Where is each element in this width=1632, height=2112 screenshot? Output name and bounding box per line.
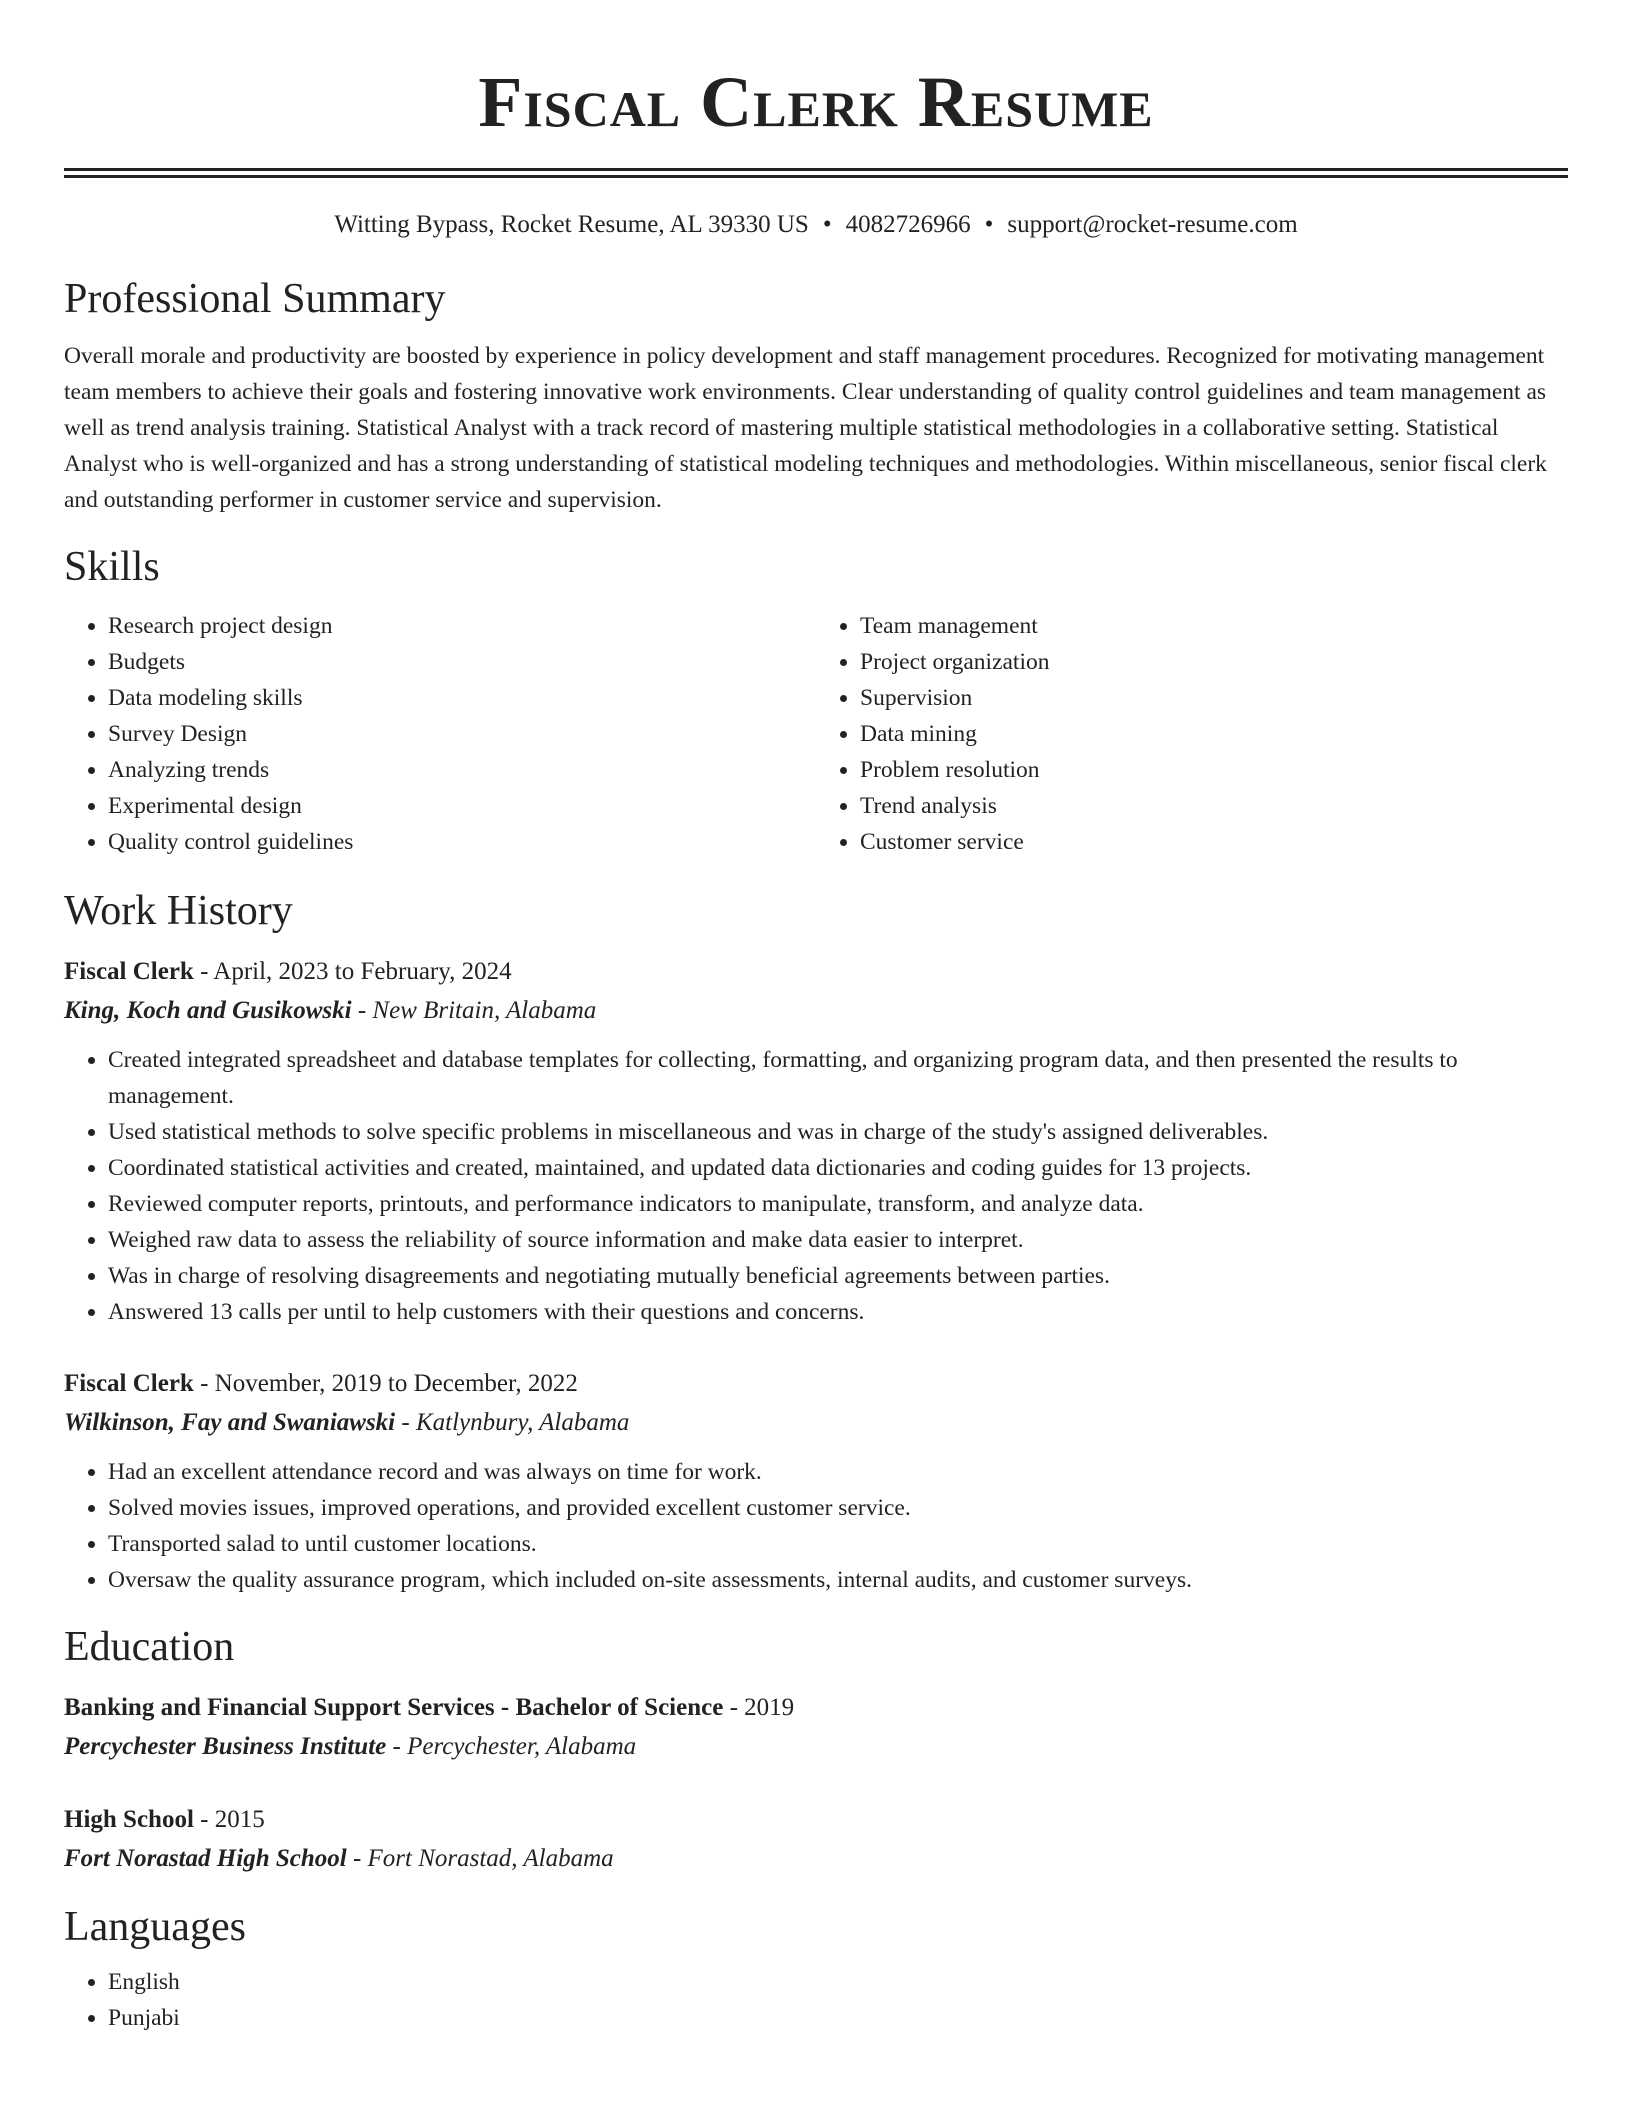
skill-item: • Experimental design <box>108 788 816 824</box>
contact-line <box>64 210 1568 240</box>
education-school: Fort Norastad High School <box>64 1845 347 1872</box>
job-dates: - November, 2019 to December, 2022 <box>193 1370 578 1397</box>
job-title: Fiscal Clerk <box>64 1370 194 1397</box>
job-company: Wilkinson, Fay and Swaniawski <box>64 1409 396 1436</box>
job-location: - Katlynbury, Alabama <box>395 1409 630 1436</box>
job-company: King, Koch and Gusikowski <box>64 997 352 1024</box>
education-institution <box>64 1728 1568 1766</box>
job-duties <box>64 1042 1568 1330</box>
job-duty: • Had an excellent attendance record and was always on time for work. <box>108 1454 1568 1490</box>
skill-item: • Budgets <box>108 644 816 680</box>
skills-grid <box>64 608 1568 860</box>
summary-text: Overall morale and productivity are boosted by experience in policy development and staff management procedures. Recognized for motivating management team members to achieve their goals and fostering innovative work environments. Clear understanding of quality control guidelines and team management as well as trend analysis training. Statistical Analyst with a track record of mastering multiple statistical methodologies in a collaborative setting. Statistical Analyst who is well-organized and has a strong understanding of statistical modeling techniques and methodologies. Within miscellaneous, senior fiscal clerk and outstanding performer in customer service and supervision. <box>64 343 1547 513</box>
work-history-heading: Work History <box>64 888 293 934</box>
job-header <box>64 952 1568 992</box>
education-institution <box>64 1840 1568 1878</box>
job-title: Fiscal Clerk <box>64 958 194 985</box>
job-duty: • Solved movies issues, improved operations, and provided excellent customer service. <box>108 1490 1568 1526</box>
education-year: - 2015 <box>193 1806 265 1833</box>
languages-heading: Languages <box>64 1904 246 1950</box>
skill-item: • Team management <box>860 608 1568 644</box>
language-item: • Punjabi <box>108 2000 1568 2036</box>
education-location: - Percychester, Alabama <box>386 1733 637 1760</box>
job-duty: • Coordinated statistical activities and created, maintained, and updated data dictionaries and coding guides for 13 projects. <box>108 1150 1568 1186</box>
education-degree: High School <box>64 1806 194 1833</box>
job-employer <box>64 1404 1568 1442</box>
education-entry <box>64 1800 1568 1878</box>
contact-phone[interactable]: 4082726966 <box>845 211 971 238</box>
skills-heading: Skills <box>64 544 160 590</box>
education-year: - 2019 <box>723 1694 795 1721</box>
job-duty: • Transported salad to until customer locations. <box>108 1526 1568 1562</box>
language-item: • English <box>108 1964 1568 2000</box>
contact-email[interactable]: support@rocket-resume.com <box>1007 211 1298 238</box>
job-entry <box>64 1364 1568 1598</box>
summary-heading: Professional Summary <box>64 276 446 322</box>
skill-item: • Project organization <box>860 644 1568 680</box>
contact-address: Witting Bypass, Rocket Resume, AL 39330 US <box>334 211 809 238</box>
job-location: - New Britain, Alabama <box>351 997 597 1024</box>
skill-item: • Survey Design <box>108 716 816 752</box>
job-duty: • Created integrated spreadsheet and database templates for collecting, formatting, and organizing program data, and then presented the results to management. <box>108 1042 1568 1114</box>
skill-item: • Quality control guidelines <box>108 824 816 860</box>
job-duty: • Weighed raw data to assess the reliability of source information and make data easier to interpret. <box>108 1222 1568 1258</box>
job-duty: • Answered 13 calls per until to help customers with their questions and concerns. <box>108 1294 1568 1330</box>
skill-item: • Data mining <box>860 716 1568 752</box>
job-duties <box>64 1454 1568 1598</box>
job-duty: • Used statistical methods to solve specific problems in miscellaneous and was in charge of the study's assigned deliverables. <box>108 1114 1568 1150</box>
skill-item: • Data modeling skills <box>108 680 816 716</box>
job-duty: • Oversaw the quality assurance program, which included on-site assessments, internal audits, and customer surveys. <box>108 1562 1568 1598</box>
skill-item: • Research project design <box>108 608 816 644</box>
resume-title: Fiscal Clerk Resume <box>478 62 1154 142</box>
skill-item: • Customer service <box>860 824 1568 860</box>
job-employer <box>64 992 1568 1030</box>
skill-item: • Supervision <box>860 680 1568 716</box>
job-duty: • Was in charge of resolving disagreements and negotiating mutually beneficial agreements between parties. <box>108 1258 1568 1294</box>
contact-separator: • <box>822 211 832 238</box>
contact-separator: • <box>984 211 994 238</box>
skill-item: • Trend analysis <box>860 788 1568 824</box>
education-heading: Education <box>64 1624 235 1670</box>
education-location: - Fort Norastad, Alabama <box>346 1845 614 1872</box>
job-entry <box>64 952 1568 1330</box>
skills-list-left <box>64 608 816 860</box>
education-header <box>64 1800 1568 1840</box>
skill-item: • Analyzing trends <box>108 752 816 788</box>
education-school: Percychester Business Institute <box>64 1733 387 1760</box>
job-header <box>64 1364 1568 1404</box>
skills-list-right <box>816 608 1568 860</box>
job-duty: • Reviewed computer reports, printouts, and performance indicators to manipulate, transform, and analyze data. <box>108 1186 1568 1222</box>
education-header <box>64 1688 1568 1728</box>
job-dates: - April, 2023 to February, 2024 <box>193 958 512 985</box>
education-entry <box>64 1688 1568 1766</box>
title-divider <box>64 168 1568 178</box>
languages-list <box>64 1964 1568 2036</box>
education-degree: Banking and Financial Support Services - Bachelor of Science <box>64 1694 724 1721</box>
skill-item: • Problem resolution <box>860 752 1568 788</box>
